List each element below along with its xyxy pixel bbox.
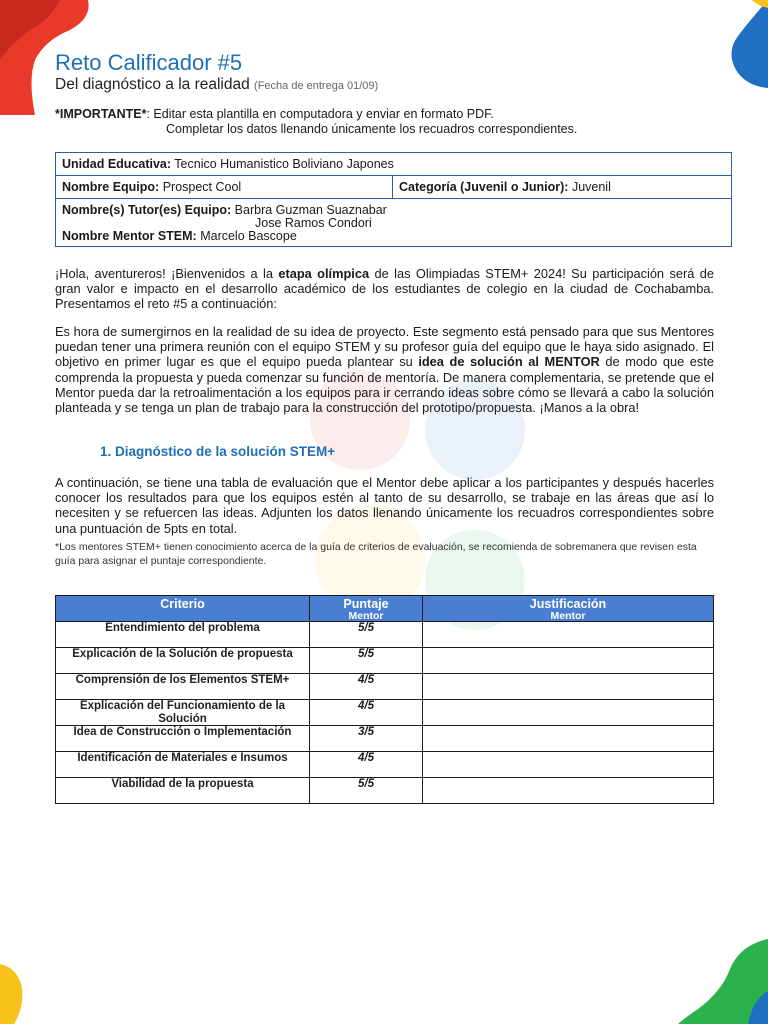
decorative-corner-blue-top-right — [728, 0, 768, 90]
criterio-cell: Idea de Construcción o Implementación — [56, 726, 310, 752]
important-notice — [55, 107, 735, 137]
team-value: Prospect Cool — [159, 180, 242, 194]
table-row — [56, 726, 714, 752]
header-puntaje — [310, 596, 423, 622]
important-label: *IMPORTANTE* — [55, 107, 147, 121]
intro-paragraph-1 — [55, 266, 714, 312]
mentor-value: Marcelo Bascope — [196, 229, 297, 243]
puntaje-cell[interactable]: 5/5 — [310, 622, 423, 648]
table-row — [56, 622, 714, 648]
category-label: Categoría (Juvenil o Junior): — [399, 180, 569, 194]
intro-p2-bold: idea de solución al MENTOR — [418, 354, 600, 370]
criterio-cell: Comprensión de los Elementos STEM+ — [56, 674, 310, 700]
justificacion-cell[interactable] — [423, 752, 714, 778]
puntaje-cell[interactable]: 5/5 — [310, 648, 423, 674]
section-heading-diagnostico: 1. Diagnóstico de la solución STEM+ — [100, 444, 336, 459]
justificacion-cell[interactable] — [423, 674, 714, 700]
info-row-tutors[interactable] — [56, 199, 731, 246]
header-puntaje-sub: Mentor — [348, 610, 384, 622]
table-row — [56, 674, 714, 700]
important-line-2: Completar los datos llenando únicamente los recuadros correspondientes. — [166, 122, 578, 136]
due-date: (Fecha de entrega 01/09) — [254, 80, 379, 92]
criterio-cell: Entendimiento del problema — [56, 622, 310, 648]
puntaje-cell[interactable]: 4/5 — [310, 700, 423, 726]
decorative-corner-green-bottom-right — [678, 939, 768, 1024]
justificacion-cell[interactable] — [423, 622, 714, 648]
criterio-cell: Explicación de la Solución de propuesta — [56, 648, 310, 674]
category-value: Juvenil — [568, 180, 611, 194]
header-justificacion-label: Justificación — [529, 597, 607, 611]
table-row — [56, 778, 714, 804]
table-header-row — [56, 596, 714, 622]
team-field[interactable] — [56, 176, 393, 198]
info-row-team — [56, 176, 731, 199]
intro-p1-text-c: de las Olimpiadas STEM+ 2024! Su participación será de gran valor e impacto en el desarrollo académico de los estudiantes de colegio en la ciudad de Cochabamba. Presentamos el reto #5 a continuación: — [55, 266, 714, 312]
mentor-label: Nombre Mentor STEM: — [62, 229, 197, 243]
intro-p2-text-c: de modo que este comprenda la propuesta y pueda comenzar su función de mentoría. De manera complementaria, se pretende que el Mentor pueda dar la retroalimentación a los equipos para ir cerrando ideas sobre cómo se llevará a cabo la solución planteada y se tenga un plan de trabajo para la construcción del prototipo/propuesta. ¡Manos a la obra! — [55, 354, 714, 416]
intro-p1-text-a: ¡Hola, aventureros! ¡Bienvenidos a la — [55, 266, 279, 281]
header-criterio — [56, 596, 310, 622]
puntaje-cell[interactable]: 4/5 — [310, 674, 423, 700]
tutor-2: Jose Ramos Condori — [255, 216, 372, 230]
evaluation-table — [55, 595, 714, 804]
team-info-box — [55, 152, 732, 247]
team-label: Nombre Equipo: — [62, 180, 160, 194]
table-row — [56, 700, 714, 726]
puntaje-cell[interactable]: 4/5 — [310, 752, 423, 778]
category-field[interactable] — [393, 176, 617, 198]
justificacion-cell[interactable] — [423, 726, 714, 752]
puntaje-cell[interactable]: 5/5 — [310, 778, 423, 804]
header-justificacion — [423, 596, 714, 622]
criterio-cell: Viabilidad de la propuesta — [56, 778, 310, 804]
section-body: A continuación, se tiene una tabla de evaluación que el Mentor debe aplicar a los participantes y después hacerles conocer los resultados para que los equipos estén al tanto de su desarrollo, se trabaje en las áreas que así lo necesiten y se refuercen las ideas. Adjunten los datos llenando únicamente los recuadros correspondientes sobre una puntuación de 5pts en total. — [55, 475, 714, 536]
intro-p1-bold: etapa olímpica — [278, 266, 370, 281]
header-puntaje-label: Puntaje — [343, 597, 389, 611]
important-line-1: : Editar esta plantilla en computadora y enviar en formato PDF. — [146, 107, 494, 121]
criterio-cell: Explicación del Funcionamiento de la Solución — [56, 700, 310, 726]
unit-label: Unidad Educativa: — [62, 157, 172, 171]
tutors-label: Nombre(s) Tutor(es) Equipo: — [62, 203, 232, 217]
justificacion-cell[interactable] — [423, 778, 714, 804]
page-title: Reto Calificador #5 — [55, 50, 243, 75]
justificacion-cell[interactable] — [423, 700, 714, 726]
table-row — [56, 752, 714, 778]
intro-paragraph-2 — [55, 324, 714, 415]
criterio-cell: Identificación de Materiales e Insumos — [56, 752, 310, 778]
decorative-corner-yellow-bottom-left — [0, 964, 25, 1024]
justificacion-cell[interactable] — [423, 648, 714, 674]
mentor-note: *Los mentores STEM+ tienen conocimiento acerca de la guía de criterios de evaluación, se recomienda de sobremanera que revisen esta guía para asignar el puntaje correspondiente. — [55, 541, 697, 567]
table-row — [56, 648, 714, 674]
info-row-unit[interactable] — [56, 153, 731, 176]
page-subtitle — [55, 76, 378, 94]
puntaje-cell[interactable]: 3/5 — [310, 726, 423, 752]
unit-value: Tecnico Humanistico Boliviano Japones — [171, 157, 394, 171]
tutor-1: Barbra Guzman Suaznabar — [231, 203, 387, 217]
header-criterio-label: Criterio — [160, 597, 205, 611]
header-justificacion-sub: Mentor — [550, 610, 586, 622]
intro-p2-text-a: Es hora de sumergirnos en la realidad de su idea de proyecto. Este segmento está pensado para que sus Mentores puedan tener una primera reunión con el equipo STEM y su profesor guía del equipo que le haya sido asignado. El objetivo en primer lugar es que el equipo pueda plantear su — [55, 324, 714, 370]
subtitle-text: Del diagnóstico a la realidad — [55, 76, 250, 93]
